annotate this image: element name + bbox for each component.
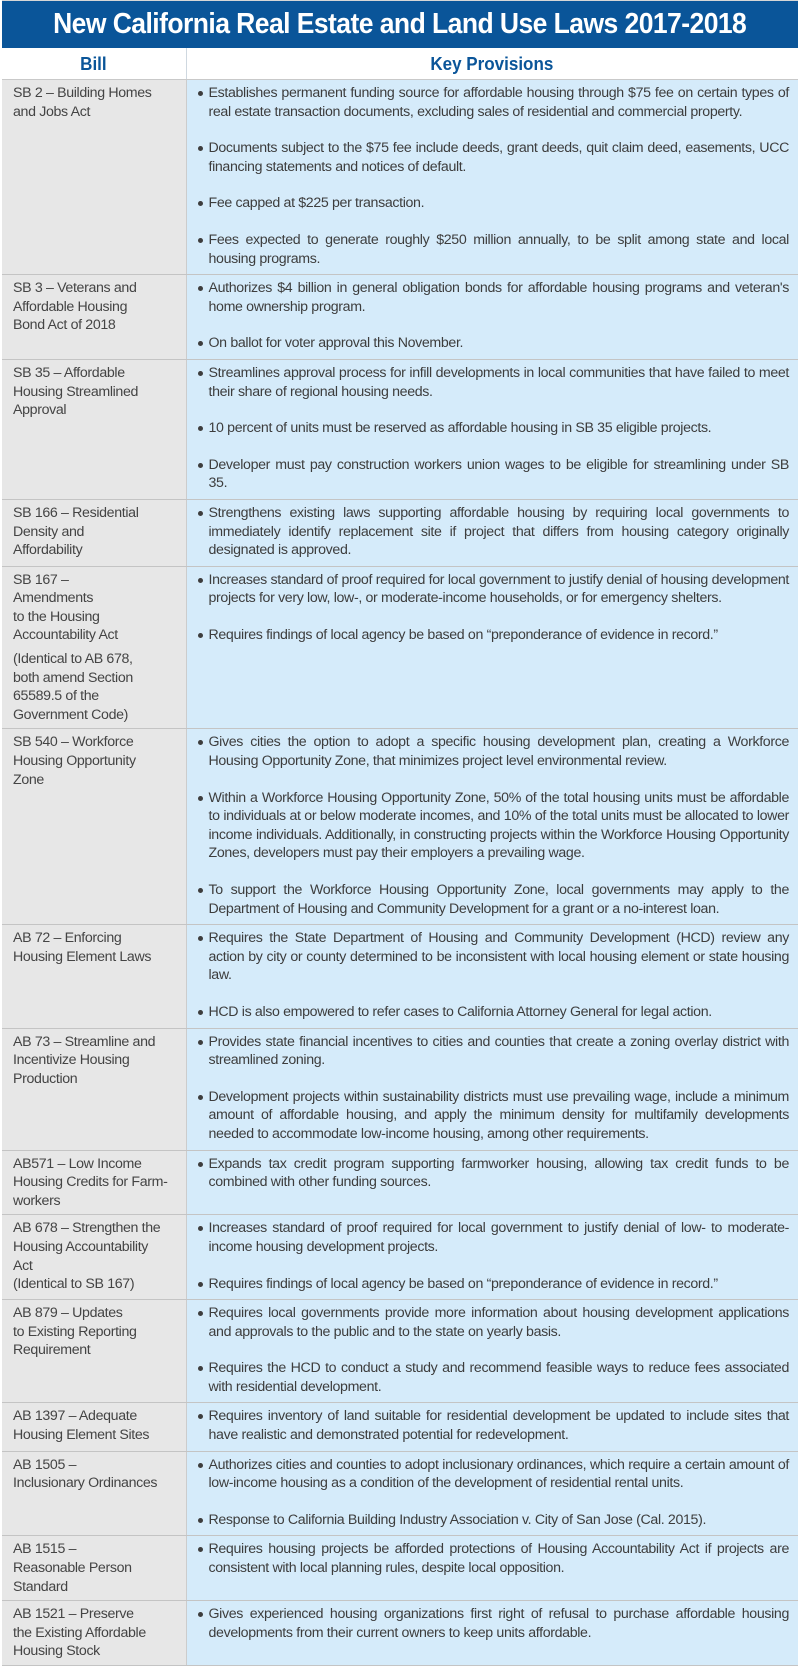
bill-note — [13, 650, 180, 724]
provisions-list — [197, 1407, 790, 1444]
provision-text: Documents subject to the $75 fee include deeds, grant deeds, quit claim deed, easements, UCC financing statements and notices of default. — [208, 140, 789, 175]
provision-text: Gives experienced housing organizations first right of refusal to purchase affordable housing developments from their current owners to keep units affordable. — [208, 1606, 789, 1641]
bill-name-line: Zone — [13, 771, 44, 788]
provision-text: Requires the State Department of Housing and Community Development (HCD) review any action by city or county determined to be inconsistent with local housing element or state housing law. — [208, 930, 789, 984]
provision-text: 10 percent of units must be reserved as affordable housing in SB 35 eligible projects. — [208, 420, 712, 437]
table-row — [2, 1150, 798, 1215]
provision-item — [197, 1219, 790, 1256]
bill-cell — [2, 1215, 186, 1300]
bill-name-line: Approval — [13, 402, 67, 419]
table-row — [2, 1215, 798, 1300]
bullet-icon — [198, 633, 203, 638]
bill-name-line: to the Housing — [13, 608, 100, 625]
bullet-icon — [198, 578, 203, 583]
bullet-icon — [198, 146, 203, 151]
provision-text: Increases standard of proof required for local government to justify denial of housing development projects for very low, low-, or moderate-income households, or for emergency shelters. — [208, 571, 789, 607]
bill-name-line: SB 35 – Affordable — [13, 364, 125, 381]
provisions-cell — [186, 80, 798, 275]
bill-cell — [2, 359, 186, 499]
provision-item — [197, 364, 790, 401]
provisions-list — [197, 1219, 790, 1293]
bullet-icon — [198, 426, 203, 431]
bullet-icon — [198, 238, 203, 243]
bullet-icon — [198, 888, 203, 893]
bill-name-line: Reasonable Person — [13, 1560, 132, 1577]
provisions-list — [197, 364, 790, 493]
provision-text: Requires local governments provide more information about housing development applications and approvals to the public and to the state on yearly basis. — [208, 1305, 789, 1340]
provisions-list — [197, 929, 790, 1021]
bullet-icon — [198, 511, 203, 516]
provision-item — [197, 1033, 790, 1070]
bullet-icon — [198, 1162, 203, 1167]
provisions-list — [197, 571, 790, 645]
bullet-icon — [198, 1311, 203, 1316]
provision-item — [197, 1511, 790, 1530]
provision-text: Requires housing projects be afforded protections of Housing Accountability Act if projects are consistent with local planning rules, despite local opposition. — [208, 1541, 789, 1577]
provision-text: Strengthens existing laws supporting affordable housing by requiring local governments to immediately identify replacement site if project that differs from housing category originally designated is approved. — [208, 504, 789, 559]
provisions-list — [197, 1605, 790, 1642]
bill-name-line: AB 678 – Strengthen the — [13, 1220, 161, 1237]
bill-note-line: both amend Section — [13, 669, 133, 686]
bullet-icon — [198, 91, 203, 96]
header-row — [2, 48, 798, 80]
table-row — [2, 925, 798, 1028]
provisions-list — [197, 504, 790, 560]
provision-item — [197, 456, 790, 493]
provision-text: Authorizes cities and counties to adopt inclusionary ordinances, which require a certain amount of low-income housing as a condition of the development of residential rental units. — [208, 1456, 789, 1492]
table-body — [2, 80, 798, 1666]
provision-text: Developer must pay construction workers union wages to be eligible for streamlining under SB 35. — [208, 456, 789, 492]
bullet-icon — [198, 463, 203, 468]
provisions-cell — [186, 499, 798, 566]
bullet-icon — [198, 936, 203, 941]
table-row — [2, 1536, 798, 1601]
bill-name-line: AB571 – Low Income — [13, 1155, 142, 1172]
bill-cell — [2, 1028, 186, 1150]
bill-name-line: AB 1521 – Preserve — [13, 1606, 134, 1623]
bill-name-line: Inclusionary Ordinances — [13, 1475, 158, 1492]
provisions-cell — [186, 729, 798, 925]
provision-item — [197, 881, 790, 918]
provision-item — [197, 1304, 790, 1341]
provisions-cell — [186, 925, 798, 1028]
provisions-cell — [186, 275, 798, 360]
bullet-icon — [198, 1010, 203, 1015]
table-row — [2, 1601, 798, 1666]
provision-text: Requires the HCD to conduct a study and recommend feasible ways to reduce fees associated with residential development. — [208, 1360, 789, 1395]
laws-table — [2, 48, 798, 1666]
bill-cell — [2, 1403, 186, 1451]
provision-text: Increases standard of proof required for local government to justify denial of low- to moderate-income housing development projects. — [208, 1220, 789, 1255]
provisions-list — [197, 84, 790, 268]
provision-text: Requires findings of local agency be based on “preponderance of evidence in record.” — [208, 1275, 718, 1292]
bill-name-line: Housing Credits for Farm- — [13, 1174, 168, 1191]
bill-name-line: Incentivize Housing — [13, 1052, 130, 1069]
table-row — [2, 499, 798, 566]
bill-name-line: and Jobs Act — [13, 103, 91, 120]
table-row — [2, 1403, 798, 1451]
bill-cell — [2, 499, 186, 566]
provisions-cell — [186, 1150, 798, 1215]
provisions-cell — [186, 1028, 798, 1150]
bill-name-line: Accountability Act — [13, 627, 118, 644]
provision-item — [197, 1088, 790, 1144]
provision-item — [197, 929, 790, 985]
bullet-icon — [198, 1366, 203, 1371]
bill-name-line: Housing Streamlined — [13, 383, 139, 400]
bullet-icon — [198, 740, 203, 745]
provision-item — [197, 504, 790, 560]
provision-item — [197, 789, 790, 863]
provision-text: To support the Workforce Housing Opportunity Zone, local governments may apply to the Department of Housing and Community Development for a grant or a no-interest loan. — [208, 882, 789, 917]
bullet-icon — [198, 201, 203, 206]
table-row — [2, 1300, 798, 1403]
provisions-cell — [186, 566, 798, 729]
bill-cell — [2, 925, 186, 1028]
bill-name-line: SB 540 – Workforce — [13, 734, 134, 751]
bill-name-line: Density and — [13, 523, 85, 540]
provisions-list — [197, 279, 790, 353]
bullet-icon — [198, 1040, 203, 1045]
provisions-list — [197, 1540, 790, 1577]
table-row — [2, 1451, 798, 1536]
bill-name-line: workers — [13, 1192, 61, 1209]
bill-note-line: 65589.5 of the — [13, 688, 99, 705]
provision-item — [197, 1407, 790, 1444]
provision-item — [197, 139, 790, 176]
bullet-icon — [198, 1282, 203, 1287]
bullet-icon — [198, 341, 203, 346]
bill-name-line: AB 879 – Updates — [13, 1305, 123, 1322]
bill-name-line: Amendments — [13, 590, 94, 607]
provision-item — [197, 334, 790, 353]
provision-item — [197, 1359, 790, 1396]
bill-name-line: SB 2 – Building Homes — [13, 85, 152, 101]
provisions-cell — [186, 1536, 798, 1601]
bullet-icon — [198, 796, 203, 801]
bill-name-line: Housing Accountability — [13, 1238, 149, 1255]
provision-item — [197, 626, 790, 645]
provisions-cell — [186, 1300, 798, 1403]
bill-name-line: Act — [13, 1257, 33, 1274]
bill-name-line: AB 73 – Streamline and — [13, 1033, 156, 1050]
provision-item — [197, 1275, 790, 1294]
column-header-provisions: Key Provisions — [186, 48, 798, 80]
bill-cell — [2, 275, 186, 360]
provisions-cell — [186, 1601, 798, 1666]
bill-name-line: to Existing Reporting — [13, 1323, 137, 1340]
bill-cell — [2, 1300, 186, 1403]
bill-name-line: Standard — [13, 1578, 68, 1595]
bill-note-line: Government Code) — [13, 706, 129, 723]
table-row — [2, 359, 798, 499]
provision-item — [197, 84, 790, 121]
table-row — [2, 80, 798, 275]
provision-text: Fee capped at $225 per transaction. — [208, 195, 425, 212]
bill-note-line: (Identical to AB 678, — [13, 651, 133, 668]
bullet-icon — [198, 1547, 203, 1552]
bill-cell — [2, 1536, 186, 1601]
bill-name-line: Housing Element Sites — [13, 1427, 150, 1444]
bill-name-line: AB 72 – Enforcing — [13, 930, 122, 947]
bill-name-line: Production — [13, 1070, 78, 1087]
provision-text: On ballot for voter approval this November. — [208, 335, 464, 352]
bill-name-line: Housing Opportunity — [13, 753, 136, 770]
bullet-icon — [198, 1612, 203, 1617]
bill-name-line: Housing Stock — [13, 1643, 100, 1660]
bill-name-line: SB 3 – Veterans and — [13, 280, 137, 297]
provisions-cell — [186, 1403, 798, 1451]
provision-text: Requires inventory of land suitable for residential development be updated to include sites that have realistic and demonstrated potential for redevelopment. — [208, 1408, 789, 1444]
bill-cell — [2, 1601, 186, 1666]
bill-name-line: Housing Element Laws — [13, 948, 152, 965]
bill-name-line: the Existing Affordable — [13, 1624, 146, 1641]
laws-infographic — [2, 0, 798, 1666]
provision-item — [197, 1155, 790, 1192]
provision-text: Requires findings of local agency be based on “preponderance of evidence in record.” — [208, 626, 718, 643]
provision-item — [197, 1456, 790, 1493]
provision-text: Fees expected to generate roughly $250 million annually, to be split among state and local housing programs. — [208, 231, 789, 267]
provisions-list — [197, 1456, 790, 1530]
provision-item — [197, 194, 790, 213]
bullet-icon — [198, 371, 203, 376]
page-title-text: New California Real Estate and Land Use Laws 2017-2018 — [53, 8, 747, 40]
provision-text: Authorizes $4 billion in general obligation bonds for affordable housing programs and veteran's home ownership program. — [208, 280, 789, 315]
bill-name-line: (Identical to SB 167) — [13, 1276, 135, 1293]
provisions-cell — [186, 359, 798, 499]
bill-name-line: Affordability — [13, 542, 83, 559]
bill-name-line: SB 167 – — [13, 571, 69, 588]
column-header-bill: Bill — [2, 48, 186, 80]
provision-item — [197, 231, 790, 268]
provision-item — [197, 1605, 790, 1642]
bullet-icon — [198, 1095, 203, 1100]
provisions-list — [197, 733, 790, 918]
provision-item — [197, 571, 790, 608]
bill-name-line: SB 166 – Residential — [13, 504, 139, 521]
bill-name-line: AB 1505 – — [13, 1456, 77, 1473]
table-header — [2, 48, 798, 80]
bullet-icon — [198, 286, 203, 291]
provision-item — [197, 733, 790, 770]
provisions-list — [197, 1155, 790, 1192]
provision-item — [197, 1540, 790, 1577]
table-row — [2, 1028, 798, 1150]
bill-name-line: Affordable Housing — [13, 298, 128, 315]
bill-cell — [2, 729, 186, 925]
provision-text: Development projects within sustainability districts must use prevailing wage, include a minimum amount of affordable housing, and apply the minimum density for multifamily developments needed to accommodate low-income housing, among other requirements. — [208, 1088, 789, 1142]
provision-item — [197, 279, 790, 316]
bill-cell — [2, 80, 186, 275]
provision-item — [197, 419, 790, 438]
bullet-icon — [198, 1414, 203, 1419]
bullet-icon — [198, 1463, 203, 1468]
provision-item — [197, 1003, 790, 1022]
provisions-cell — [186, 1451, 798, 1536]
page-title — [2, 0, 798, 48]
provisions-list — [197, 1033, 790, 1144]
provision-text: Expands tax credit program supporting farmworker housing, allowing tax credit funds to be combined with other funding sources. — [208, 1155, 789, 1191]
provision-text: Provides state financial incentives to cities and counties that create a zoning overlay district with streamlined zoning. — [208, 1033, 789, 1069]
provisions-list — [197, 1304, 790, 1396]
provision-text: Streamlines approval process for infill developments in local communities that have failed to meet their share of regional housing needs. — [208, 364, 789, 400]
bill-cell — [2, 566, 186, 729]
bill-name-line: Bond Act of 2018 — [13, 317, 116, 334]
table-row — [2, 729, 798, 925]
table-row — [2, 566, 798, 729]
bill-cell — [2, 1150, 186, 1215]
provision-text: Gives cities the option to adopt a specific housing development plan, creating a Workforce Housing Opportunity Zone, that minimizes project level environmental review. — [208, 734, 789, 770]
bill-name-line: AB 1397 – Adequate — [13, 1408, 137, 1425]
provision-text: HCD is also empowered to refer cases to California Attorney General for legal action. — [208, 1003, 712, 1020]
bill-name-line: AB 1515 – — [13, 1541, 77, 1558]
provisions-cell — [186, 1215, 798, 1300]
bullet-icon — [198, 1518, 203, 1523]
bill-name-line: Requirement — [13, 1342, 91, 1359]
provision-text: Establishes permanent funding source for affordable housing through $75 fee on certain types of real estate transaction documents, excluding sales of residential and commercial property. — [208, 85, 789, 120]
provision-text: Response to California Building Industry Association v. City of San Jose (Cal. 2015). — [208, 1511, 707, 1528]
provision-text: Within a Workforce Housing Opportunity Zone, 50% of the total housing units must be affordable to individuals at or below moderate incomes, and 10% of the total units must be allocated to lower income individuals. Additionally, in constructing projects within the Workforce Housing Opportunity Zones, developers must pay their employers a prevailing wage. — [208, 789, 789, 862]
bill-cell — [2, 1451, 186, 1536]
table-row — [2, 275, 798, 360]
bullet-icon — [198, 1226, 203, 1231]
